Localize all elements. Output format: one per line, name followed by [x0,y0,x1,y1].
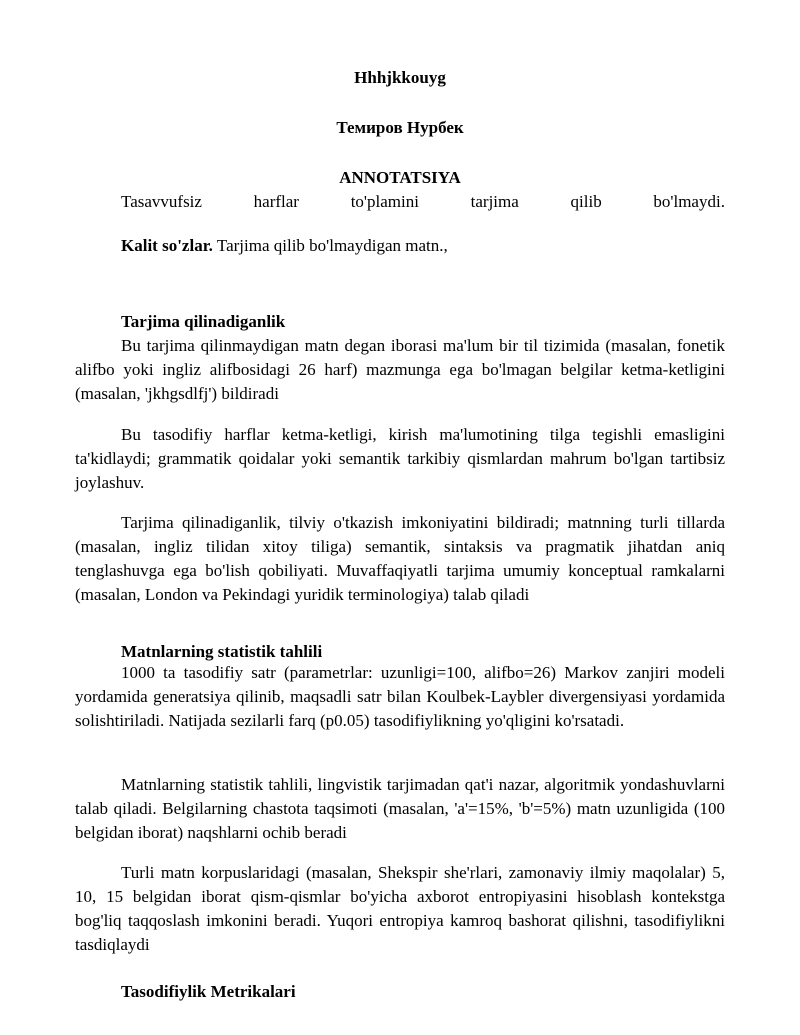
document-title: Hhhjkkouyg [354,68,446,87]
section-heading: Tarjima qilinadiganlik [121,312,286,331]
paragraph: Matnlarning statistik tahlili, lingvistik tarjimadan qat'i nazar, algoritmik yondashuvlarni talab qiladi. Belgilarning chastota taqsimoti (masalan, 'a'=15%, 'b'=5%) matn uzunligida (100 belgidan iborat) naqshlarni ochib beradi [75,775,725,842]
annotation-word: to'plamini [350,192,419,211]
section-heading: Tasodifiylik Metrikalari [121,982,296,1001]
annotation-word: tarjima [470,192,519,211]
keywords-label: Kalit so'zlar. [121,236,213,255]
annotation-word: qilib [570,192,602,211]
annotation-text [121,190,725,214]
annotation-heading: ANNOTATSIYA [339,168,461,187]
keywords-text: Tarjima qilib bo'lmaydigan matn., [212,236,448,255]
keywords-line [121,234,448,258]
paragraph: Turli matn korpuslaridagi (masalan, Shekspir she'rlari, zamonaviy ilmiy maqolalar) 5, 10, 15 belgidan iborat qism-qismlar bo'yicha axborot entropiyasini hisoblash kontekstga bog'liq taqqoslash imkonini beradi. Yuqori entropiya kamroq bashorat qilishni, tasodifiylikni tasdiqlaydi [75,863,725,954]
section-heading: Matnlarning statistik tahlili [121,642,323,661]
paragraph: Tarjima qilinadiganlik, tilviy o'tkazish imkoniyatini bildiradi; matnning turli tillarda (masalan, ingliz tilidan xitoy tiliga) semantik, sintaksis va pragmatik jihatdan aniq tenglashuvga ega bo'lish qobiliyati. Muvaffaqiyatli tarjima umumiy konceptual ramkalarni (masalan, London va Pekindagi yuridik terminologiya) talab qiladi [75,513,725,604]
annotation-word: Tasavvufsiz [121,192,202,211]
paragraph: Bu tasodifiy harflar ketma-ketligi, kirish ma'lumotining tilga tegishli emasligini ta'kidlaydi; grammatik qoidalar yoki semantik tarkibiy qismlardan mahrum bo'lgan tartibsiz joylashuv. [75,425,725,492]
paragraph: Bu tarjima qilinmaydigan matn degan iborasi ma'lum bir til tizimida (masalan, fonetik alifbo yoki ingliz alifbosidagi 26 harf) mazmunga ega bo'lmagan belgilar ketma-ketligini (masalan, 'jkhgsdlfj') bildiradi [75,336,725,403]
author-name: Темиров Нурбек [336,118,464,137]
paragraph: 1000 ta tasodifiy satr (parametrlar: uzunligi=100, alifbo=26) Markov zanjiri modeli yordamida generatsiya qilinib, maqsadli satr bilan Koulbek-Laybler divergensiyasi yordamida solishtiriladi. Natijada sezilarli farq (p0.05) tasodifiylikning yo'qligini ko'rsatadi. [75,663,725,730]
annotation-word: harflar [253,192,299,211]
annotation-word: bo'lmaydi. [653,192,725,211]
